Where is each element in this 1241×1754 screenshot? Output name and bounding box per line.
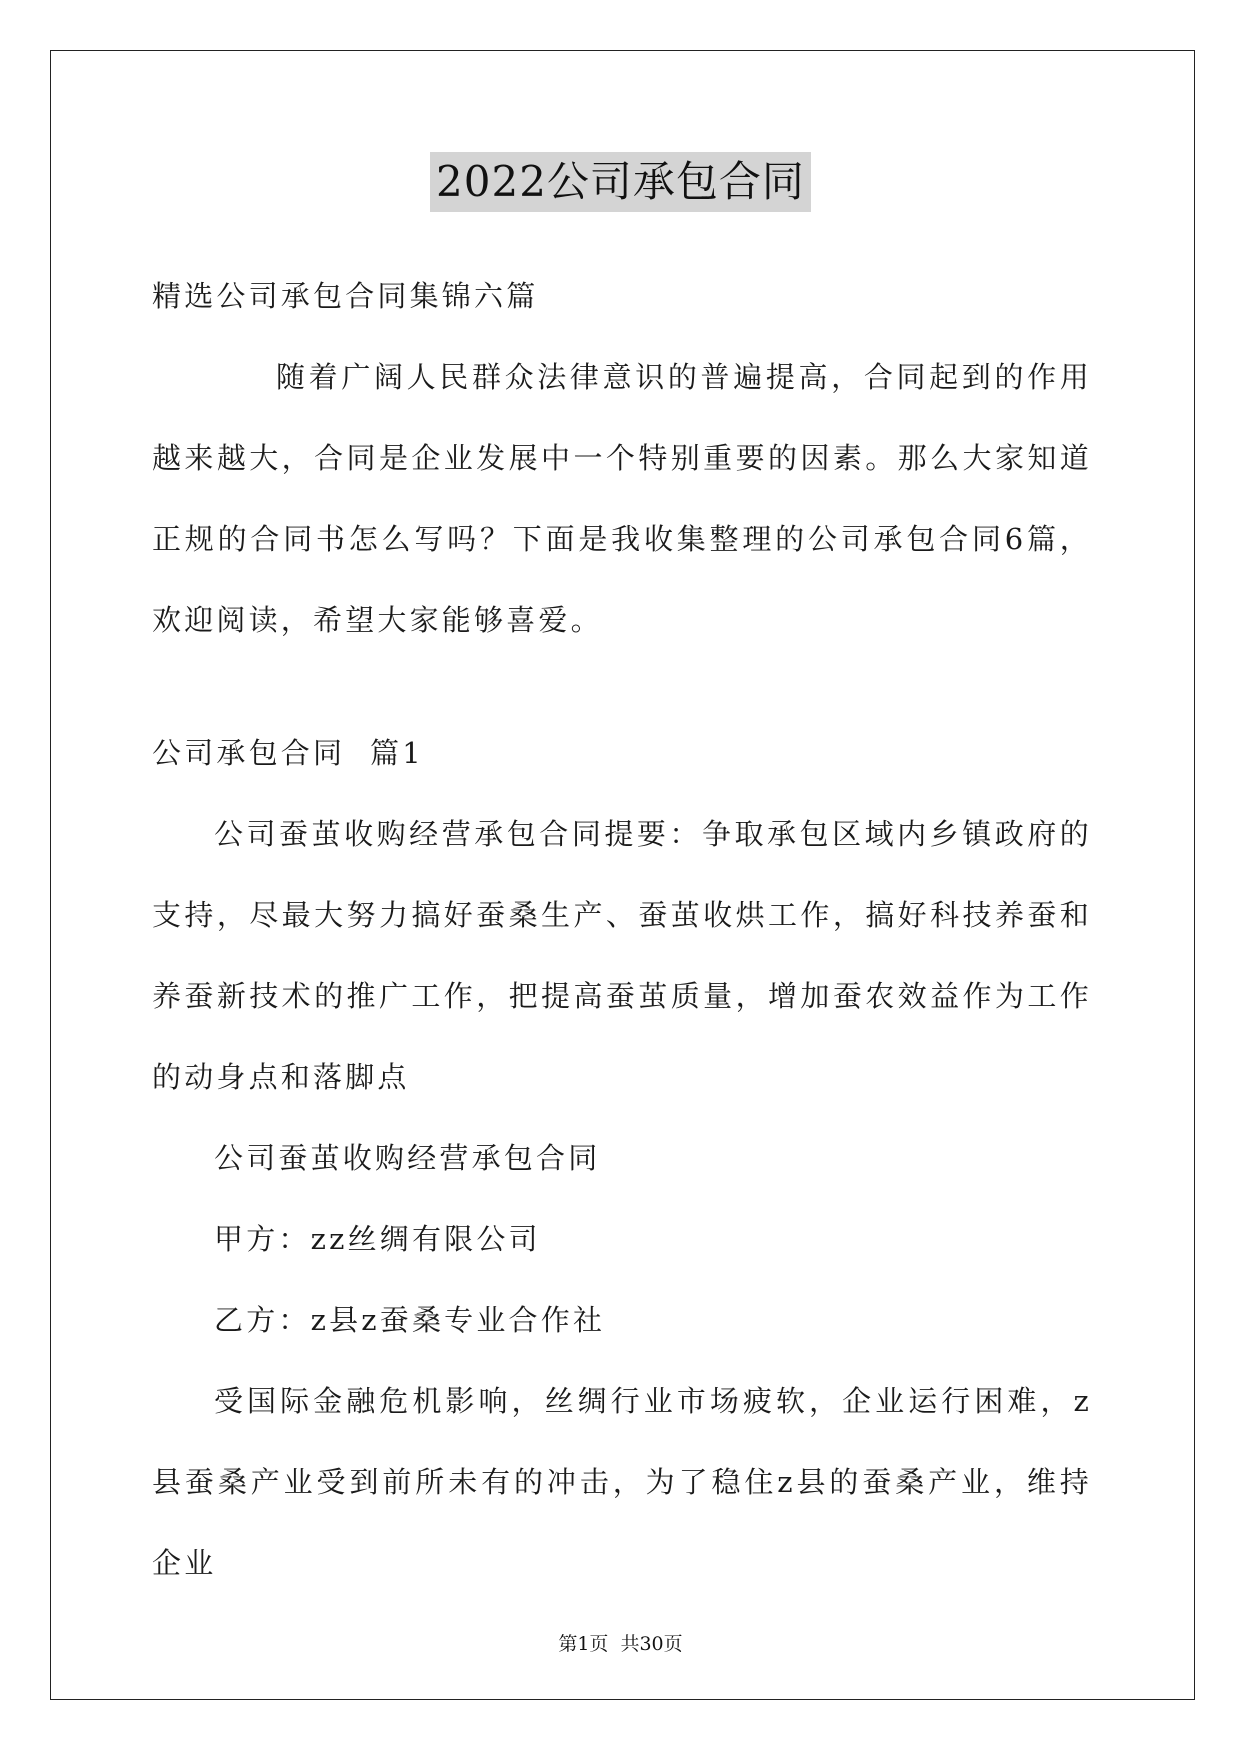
document-body (152, 256, 1092, 1604)
page-footer (0, 1629, 1241, 1656)
document-subtitle: 精选公司承包合同集锦六篇 (152, 279, 539, 313)
section-spacer (152, 661, 1092, 713)
party-b: 乙方：z县z蚕桑专业合作社 (214, 1303, 606, 1337)
body-paragraph: 受国际金融危机影响，丝绸行业市场疲软，企业运行困难，z县蚕桑产业受到前所未有的冲击，为了稳住z县的蚕桑产业，维持企业 (152, 1384, 1092, 1580)
page-number: 第1页 (558, 1633, 609, 1655)
document-title: 2022公司承包合同 (430, 152, 811, 212)
intro-paragraph: 随着广阔人民群众法律意识的普遍提高，合同起到的作用越来越大，合同是企业发展中一个特别重要的因素。那么大家知道正规的合同书怎么写吗？下面是我收集整理的公司承包合同6篇，欢迎阅读，希望大家能够喜爱。 (152, 360, 1092, 637)
party-a: 甲方：zz丝绸有限公司 (214, 1222, 541, 1256)
contract-title: 公司蚕茧收购经营承包合同 (214, 1141, 601, 1175)
summary-paragraph: 公司蚕茧收购经营承包合同提要：争取承包区域内乡镇政府的支持，尽最大努力搞好蚕桑生产、蚕茧收烘工作，搞好科技养蚕和养蚕新技术的推广工作，把提高蚕茧质量，增加蚕农效益作为工作的动身点和落脚点 (152, 817, 1092, 1094)
section-heading: 公司承包合同 篇1 (152, 736, 424, 770)
title-container (0, 152, 1241, 212)
page-total: 共30页 (620, 1633, 683, 1655)
